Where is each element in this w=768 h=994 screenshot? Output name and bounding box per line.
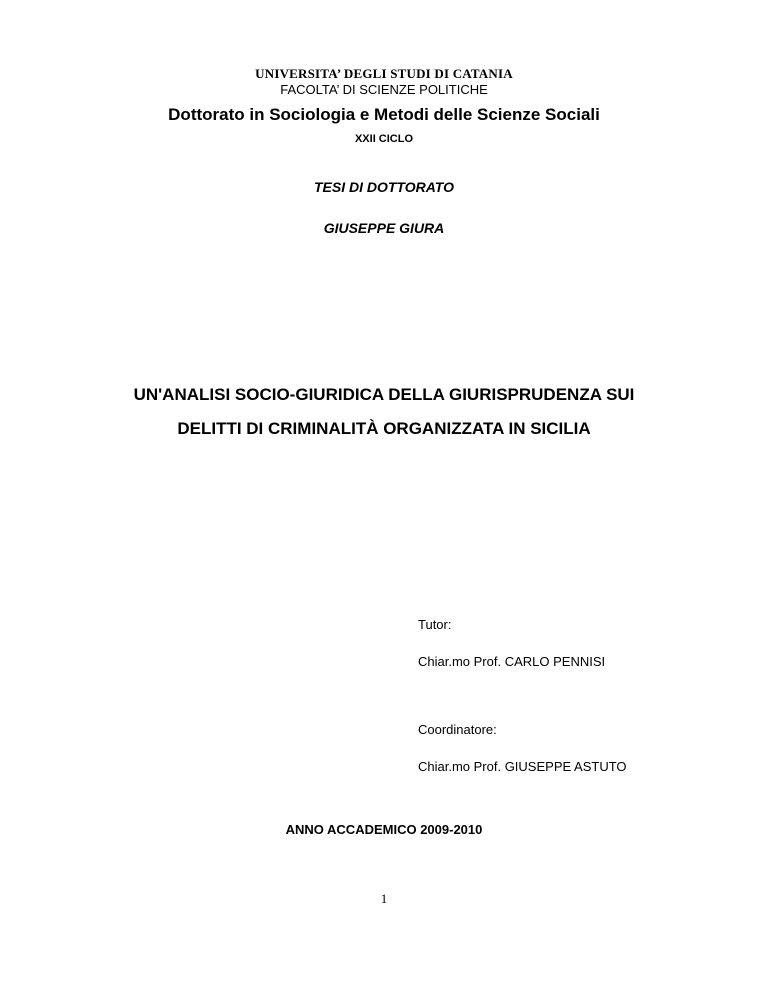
thesis-title-line-1: UN'ANALISI SOCIO-GIURIDICA DELLA GIURISPRUDENZA SUI	[133, 385, 635, 404]
tutor-name: Chiar.mo Prof. CARLO PENNISI	[418, 654, 606, 669]
coordinator-label: Coordinatore:	[418, 722, 497, 737]
thesis-title-line-2: DELITTI DI CRIMINALITÀ ORGANIZZATA IN SICILIA	[177, 419, 591, 438]
thesis-author: GIUSEPPE GIURA	[323, 220, 445, 236]
doctoral-cycle: XXII CICLO	[354, 133, 414, 145]
thesis-type: TESI DI DOTTORATO	[313, 179, 454, 195]
coordinator-name: Chiar.mo Prof. GIUSEPPE ASTUTO	[418, 759, 627, 774]
academic-year: ANNO ACCADEMICO 2009-2010	[285, 822, 483, 837]
university-name: UNIVERSITA’ DEGLI STUDI DI CATANIA	[255, 66, 513, 81]
doctoral-program: Dottorato in Sociologia e Metodi delle Scienze Sociali	[168, 105, 600, 124]
faculty-name: FACOLTA’ DI SCIENZE POLITICHE	[280, 82, 488, 97]
page-number: 1	[380, 891, 388, 906]
tutor-label: Tutor:	[418, 617, 452, 632]
